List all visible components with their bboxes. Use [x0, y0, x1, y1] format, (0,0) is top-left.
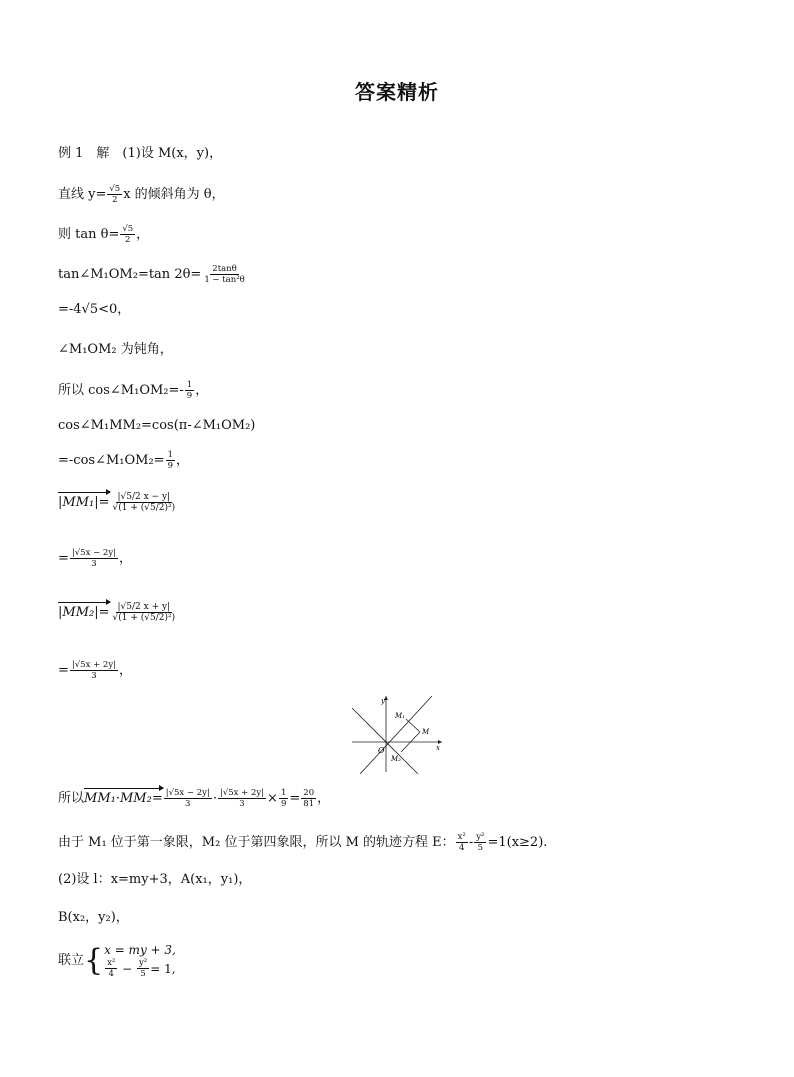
perpendicular-MM1 [406, 719, 420, 732]
y-axis-label: y [381, 697, 385, 705]
solution-line-4: tan∠M₁OM₂=tan 2θ= $\frac{2\tan\theta}{\text{1 − tan²θ}}$ [58, 264, 245, 285]
solution-line-2: 直线 y= $\frac{√5}{2}$ x 的倾斜角为 θ， [58, 184, 225, 205]
vector-MM2-magnitude: |MM₂|= [58, 604, 110, 620]
solution-line-16: (2)设 l：x=my+3，A(x₁，y₁)， [58, 872, 252, 887]
solution-line-8: cos∠M₁MM₂=cos(π-∠M₁OM₂) [58, 418, 256, 433]
solution-line-6: ∠M₁OM₂ 为钝角， [58, 342, 173, 357]
equation-hyperbola: $\frac{\text{x²}}{4}$ − $\frac{\text{y²}}{5}$ = 1, [107, 958, 176, 979]
coordinate-figure [346, 692, 446, 774]
fraction-one-ninth-c: $\frac{1}{9}$ [280, 788, 287, 809]
solution-line-5: =-4√5<0， [58, 302, 131, 317]
vector-MM1-magnitude: |MM₁|= [58, 494, 110, 510]
solution-line-7: 所以 cos∠M₁OM₂=- $\frac{1}{9}$ ， [58, 380, 209, 401]
fraction-distance-MM1: $\frac{|√5/2 x - y|}{\text{√(1 + (√5/2)²)}}$ [112, 492, 176, 513]
solution-line-13: = $\frac{|√5x + 2y|}{3}$ ， [58, 660, 133, 681]
solution-line-18: 联立 { x = my + 3, $\frac{\text{x²}}{4}$ − $\frac{\text{y²}}{5}$ = 1, [58, 942, 176, 979]
solution-line-3: 则 tan θ= $\frac{√5}{2}$ ， [58, 224, 150, 245]
solution-line-12 [58, 602, 178, 623]
fraction-sqrt5-over-2: $\frac{√5}{2}$ [109, 184, 121, 205]
fraction-one-ninth-b: $\frac{1}{9}$ [167, 450, 173, 471]
page-title: 答案精析 [355, 80, 439, 104]
solution-line-15: 由于 M₁ 位于第一象限，M₂ 位于第四象限，所以 M 的轨迹方程 E： $\frac{\text{x²}}{4}$ - $\frac{\text{y²}}{5}$ =1(x≥2). [58, 832, 548, 853]
system-brace: { [84, 942, 104, 978]
line-l2 [352, 708, 418, 774]
solution-line-9: =-cos∠M₁OM₂= $\frac{1}{9}$ ， [58, 450, 189, 471]
solution-line-17: B(x₂，y₂)， [58, 910, 129, 925]
fraction-one-ninth: $\frac{1}{9}$ [186, 380, 193, 401]
fraction-distance-MM1-simplified: $\frac{|√5x - 2y|}{3}$ [71, 548, 116, 569]
solution-line-11: = $\frac{|√5x - 2y|}{3}$ ， [58, 548, 133, 569]
point-M2-label: M₂ [391, 755, 401, 763]
fraction-distance-MM2: $\frac{|√5/2 x + y|}{\text{√(1 + (√5/2)²)}}$ [112, 602, 176, 623]
fraction-distance-MM2-simplified: $\frac{|√5x + 2y|}{3}$ [71, 660, 116, 681]
equation-system [104, 942, 176, 979]
fraction-tan-double-angle: $\frac{2\tan\theta}{\text{1 − tan²θ}}$ [204, 264, 245, 285]
fraction-x2-over-4: $\frac{\text{x²}}{4}$ [457, 832, 466, 853]
fraction-result: $\frac{20}{81}$ [303, 788, 315, 809]
solution-line-1: 例 1 解 (1)设 M(x，y)， [58, 146, 223, 161]
x-axis-label: x [436, 744, 440, 752]
equation-line: x = my + 3, [104, 943, 176, 957]
fraction-product-a: $\frac{|√5x - 2y|}{3}$ [165, 788, 210, 809]
vector-dot-product: MM₁·MM₂= [84, 790, 163, 806]
solution-line-10 [58, 492, 178, 513]
point-M-label: M [422, 728, 430, 736]
fraction-y2-over-5: $\frac{\text{y²}}{5}$ [476, 832, 485, 853]
point-M1-label: M₁ [395, 712, 405, 720]
fraction-product-b: $\frac{|√5x + 2y|}{3}$ [219, 788, 265, 809]
origin-label: O [378, 746, 385, 755]
solution-line-14: 所以 MM₁·MM₂= $\frac{|√5x - 2y|}{3}$ · $\frac{|√5x + 2y|}{3}$ × $\frac{1}{9}$ = $\frac{20}{81}$ ， [58, 788, 331, 809]
fraction-tan-theta: $\frac{√5}{2}$ [122, 224, 134, 245]
